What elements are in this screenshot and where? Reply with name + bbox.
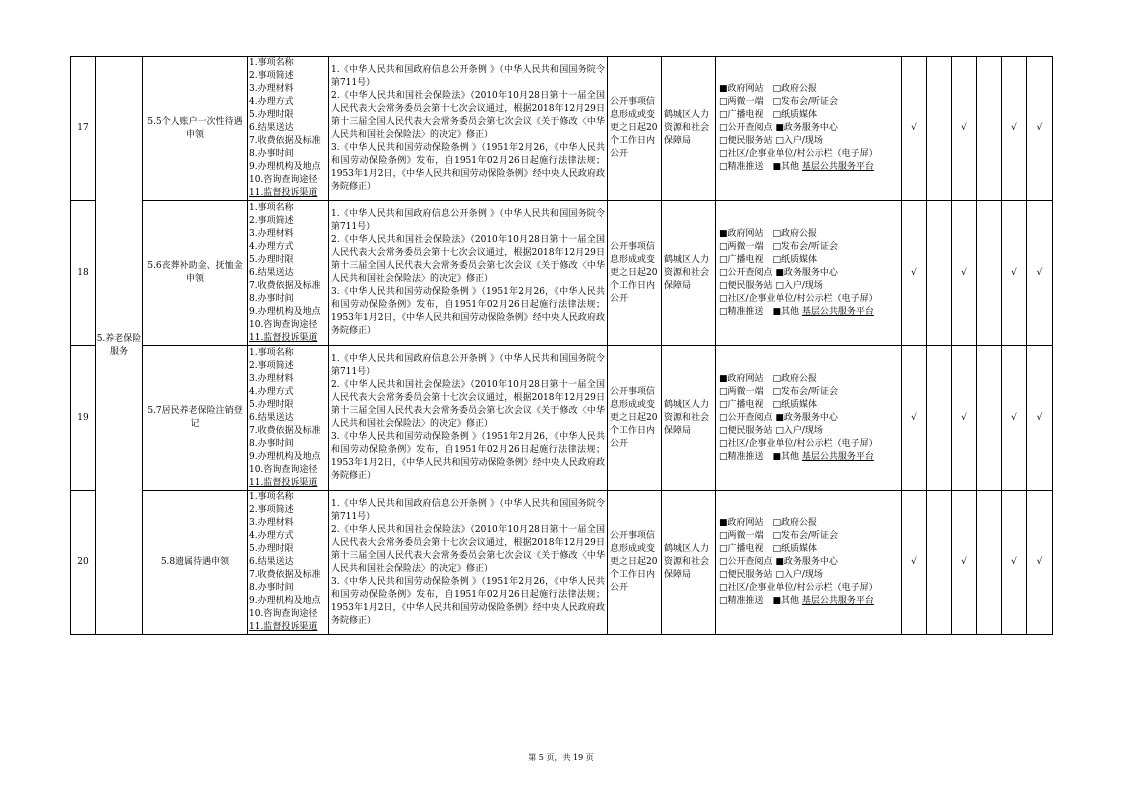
channel-item: □社区/企事业单位/村公示栏（电子屏）	[719, 293, 878, 304]
channel-item: □精准推送 ■其他 基层公共服务平台	[719, 451, 874, 462]
disclosure-time: 公开事项信息形成或变更之日起20个工作日内公开	[608, 201, 662, 346]
check-mark: √	[1027, 346, 1053, 491]
item-name: 5.6丧葬补助金、抚恤金申领	[143, 201, 248, 346]
channel-item: □精准推送 ■其他 基层公共服务平台	[719, 162, 874, 172]
channel-item: □便民服务站 □入户/现场	[719, 425, 823, 436]
check-mark	[927, 57, 952, 201]
row-number: 18	[71, 201, 96, 346]
check-mark	[977, 201, 1002, 346]
element-item: 3.办理材料	[249, 228, 294, 239]
disclosure-elements	[248, 201, 329, 346]
check-mark: √	[902, 491, 927, 635]
element-item: 11.监督投诉渠道	[249, 477, 318, 488]
table-row	[71, 346, 1053, 491]
element-item: 1.事项名称	[249, 347, 294, 358]
element-item: 3.办理材料	[249, 518, 294, 528]
element-item: 8.办事时间	[249, 583, 294, 593]
element-item: 6.结果送达	[249, 412, 294, 423]
check-mark	[927, 201, 952, 346]
basis-paragraph: 3.《中华人民共和国劳动保险条例 》（1951年2月26，《中华人民共和国劳动保险条例》发布，自1951年02月26日起施行法律法规；1953年1月2日，《中华人民共和国劳动保险条例》经中央人民政府政务院修正）	[331, 287, 605, 336]
check-mark	[977, 346, 1002, 491]
element-item: 2.事项简述	[249, 215, 294, 226]
channel-item: □公开查阅点 ■政务服务中心	[719, 412, 838, 423]
check-mark	[977, 57, 1002, 201]
element-item: 4.办理方式	[249, 97, 294, 107]
channel-item: □社区/企事业单位/村公示栏（电子屏）	[719, 438, 878, 449]
channel-item: □精准推送 ■其他 基层公共服务平台	[719, 596, 874, 606]
page-footer: 第 5 页，共 19 页	[528, 753, 594, 762]
disclosure-time: 公开事项信息形成或变更之日起20个工作日内公开	[608, 57, 662, 201]
element-item: 7.收费依据及标准	[249, 280, 321, 291]
element-item: 7.收费依据及标准	[249, 425, 321, 436]
element-item: 7.收费依据及标准	[249, 136, 321, 146]
element-item: 9.办理机构及地点	[249, 596, 321, 606]
element-item: 10.咨询查询途径	[249, 319, 318, 330]
channel-item: □两微一端 □发布会/听证会	[719, 386, 839, 397]
disclosure-elements	[248, 57, 329, 201]
table-row	[71, 491, 1053, 635]
row-number: 20	[71, 491, 96, 635]
check-mark: √	[952, 346, 977, 491]
channel-item: ■政府网站 □政府公报	[719, 84, 818, 94]
channel-item: □社区/企事业单位/村公示栏（电子屏）	[719, 149, 878, 159]
element-item: 5.办理时限	[249, 110, 294, 120]
element-item: 4.办理方式	[249, 241, 294, 252]
channel-item: □广播电视 □纸质媒体	[719, 110, 818, 120]
check-mark: √	[952, 491, 977, 635]
underlined-channel-text: 基层公共服务平台	[801, 451, 874, 462]
channel-item: □公开查阅点 ■政务服务中心	[719, 123, 838, 133]
channel-item: □广播电视 □纸质媒体	[719, 544, 818, 554]
check-mark: √	[1027, 57, 1053, 201]
element-item: 2.事项简述	[249, 71, 294, 81]
disclosure-channels	[716, 57, 902, 201]
check-mark: √	[1002, 201, 1027, 346]
channel-item: □两微一端 □发布会/听证会	[719, 531, 839, 541]
underlined-channel-text: 基层公共服务平台	[801, 306, 874, 317]
legal-basis	[329, 57, 608, 201]
element-item: 3.办理材料	[249, 373, 294, 384]
check-mark: √	[902, 201, 927, 346]
element-item: 10.咨询查询途径	[249, 175, 318, 185]
basis-paragraph: 1.《中华人民共和国政府信息公开条例 》（中华人民共和国国务院令第711号）	[331, 354, 605, 377]
row-number: 17	[71, 57, 96, 201]
basis-paragraph: 2.《中华人民共和国社会保险法》（2010年10月28日第十一届全国人民代表大会常务委员会第十七次会议通过，根据2018年12月29日第十三届全国人民代表大会常务委员会第七次会议《关于修改〈中华人民共和国社会保险法〉的决定》修正）	[331, 380, 605, 429]
channel-item: ■政府网站 □政府公报	[719, 228, 818, 239]
element-item: 11.监督投诉渠道	[249, 332, 318, 343]
check-mark	[927, 491, 952, 635]
check-mark: √	[902, 346, 927, 491]
underlined-channel-text: 基层公共服务平台	[801, 596, 874, 606]
element-item: 10.咨询查询途径	[249, 464, 318, 475]
basis-paragraph: 1.《中华人民共和国政府信息公开条例 》（中华人民共和国国务院令第711号）	[331, 498, 605, 522]
channel-item: ■政府网站 □政府公报	[719, 518, 818, 528]
element-item: 6.结果送达	[249, 267, 294, 278]
item-name: 5.7居民养老保险注销登记	[143, 346, 248, 491]
element-item: 11.监督投诉渠道	[249, 622, 318, 632]
element-item: 9.办理机构及地点	[249, 306, 321, 317]
channel-item: □公开查阅点 ■政务服务中心	[719, 267, 838, 278]
element-item: 9.办理机构及地点	[249, 451, 321, 462]
basis-paragraph: 1.《中华人民共和国政府信息公开条例 》（中华人民共和国国务院令第711号）	[331, 209, 605, 232]
table-row	[71, 57, 1053, 201]
element-item: 8.办事时间	[249, 293, 294, 304]
element-item: 5.办理时限	[249, 399, 294, 410]
element-item: 1.事项名称	[249, 58, 294, 68]
element-item: 4.办理方式	[249, 531, 294, 541]
disclosure-subject: 鹤城区人力资源和社会保障局	[662, 491, 716, 635]
basis-paragraph: 3.《中华人民共和国劳动保险条例 》（1951年2月26，《中华人民共和国劳动保险条例》发布，自1951年02月26日起施行法律法规；1953年1月2日，《中华人民共和国劳动保险条例》经中央人民政府政务院修正）	[331, 432, 605, 481]
item-name: 5.5个人账户一次性待遇申领	[143, 57, 248, 201]
disclosure-subject: 鹤城区人力资源和社会保障局	[662, 57, 716, 201]
basis-paragraph: 2.《中华人民共和国社会保险法》（2010年10月28日第十一届全国人民代表大会常务委员会第十七次会议通过，根据2018年12月29日第十三届全国人民代表大会常务委员会第七次会议《关于修改〈中华人民共和国社会保险法〉的决定》修正）	[331, 524, 605, 574]
check-mark: √	[1002, 491, 1027, 635]
disclosure-subject: 鹤城区人力资源和社会保障局	[662, 201, 716, 346]
disclosure-elements	[248, 346, 329, 491]
disclosure-subject: 鹤城区人力资源和社会保障局	[662, 346, 716, 491]
element-item: 1.事项名称	[249, 202, 294, 213]
channel-item: □便民服务站 □入户/现场	[719, 280, 823, 291]
element-item: 2.事项简述	[249, 505, 294, 515]
element-item: 8.办事时间	[249, 438, 294, 449]
channel-item: □广播电视 □纸质媒体	[719, 399, 818, 410]
element-item: 6.结果送达	[249, 123, 294, 133]
channel-item: □两微一端 □发布会/听证会	[719, 241, 839, 252]
element-item: 5.办理时限	[249, 254, 294, 265]
channel-item: □社区/企事业单位/村公示栏（电子屏）	[719, 583, 878, 593]
check-mark	[977, 491, 1002, 635]
element-item: 8.办事时间	[249, 149, 294, 159]
check-mark: √	[1027, 201, 1053, 346]
channel-item: □精准推送 ■其他 基层公共服务平台	[719, 306, 874, 317]
check-mark: √	[902, 57, 927, 201]
element-item: 5.办理时限	[249, 544, 294, 554]
element-item: 2.事项简述	[249, 360, 294, 371]
item-name: 5.8遗属待遇申领	[143, 491, 248, 635]
channel-item: □便民服务站 □入户/现场	[719, 136, 823, 146]
channel-item: ■政府网站 □政府公报	[719, 373, 818, 384]
element-item: 11.监督投诉渠道	[249, 188, 318, 198]
disclosure-channels	[716, 201, 902, 346]
table-row	[71, 201, 1053, 346]
channel-item: □广播电视 □纸质媒体	[719, 254, 818, 265]
underlined-channel-text: 基层公共服务平台	[801, 162, 874, 172]
element-item: 7.收费依据及标准	[249, 570, 321, 580]
element-item: 1.事项名称	[249, 492, 294, 502]
channel-item: □公开查阅点 ■政务服务中心	[719, 557, 838, 567]
element-item: 6.结果送达	[249, 557, 294, 567]
check-mark: √	[1027, 491, 1053, 635]
legal-basis	[329, 346, 608, 491]
basis-paragraph: 3.《中华人民共和国劳动保险条例 》（1951年2月26，《中华人民共和国劳动保险条例》发布，自1951年02月26日起施行法律法规；1953年1月2日，《中华人民共和国劳动保险条例》经中央人民政府政务院修正）	[331, 576, 605, 626]
category-cell: 5.养老保险服务	[96, 57, 143, 635]
basis-paragraph: 2.《中华人民共和国社会保险法》（2010年10月28日第十一届全国人民代表大会常务委员会第十七次会议通过，根据2018年12月29日第十三届全国人民代表大会常务委员会第七次会议《关于修改〈中华人民共和国社会保险法〉的决定》修正）	[331, 90, 605, 140]
disclosure-time: 公开事项信息形成或变更之日起20个工作日内公开	[608, 491, 662, 635]
legal-basis	[329, 491, 608, 635]
row-number: 19	[71, 346, 96, 491]
element-item: 9.办理机构及地点	[249, 162, 321, 172]
disclosure-channels	[716, 346, 902, 491]
disclosure-table	[70, 56, 1053, 635]
check-mark	[927, 346, 952, 491]
channel-item: □便民服务站 □入户/现场	[719, 570, 823, 580]
check-mark: √	[1002, 57, 1027, 201]
basis-paragraph: 2.《中华人民共和国社会保险法》（2010年10月28日第十一届全国人民代表大会常务委员会第十七次会议通过，根据2018年12月29日第十三届全国人民代表大会常务委员会第七次会议《关于修改〈中华人民共和国社会保险法〉的决定》修正）	[331, 235, 605, 284]
basis-paragraph: 1.《中华人民共和国政府信息公开条例 》（中华人民共和国国务院令第711号）	[331, 64, 605, 88]
element-item: 3.办理材料	[249, 84, 294, 94]
disclosure-elements	[248, 491, 329, 635]
legal-basis	[329, 201, 608, 346]
disclosure-time: 公开事项信息形成或变更之日起20个工作日内公开	[608, 346, 662, 491]
check-mark: √	[1002, 346, 1027, 491]
channel-item: □两微一端 □发布会/听证会	[719, 97, 839, 107]
check-mark: √	[952, 201, 977, 346]
element-item: 10.咨询查询途径	[249, 609, 318, 619]
check-mark: √	[952, 57, 977, 201]
basis-paragraph: 3.《中华人民共和国劳动保险条例 》（1951年2月26，《中华人民共和国劳动保险条例》发布，自1951年02月26日起施行法律法规；1953年1月2日，《中华人民共和国劳动保险条例》经中央人民政府政务院修正）	[331, 142, 605, 192]
element-item: 4.办理方式	[249, 386, 294, 397]
disclosure-channels	[716, 491, 902, 635]
